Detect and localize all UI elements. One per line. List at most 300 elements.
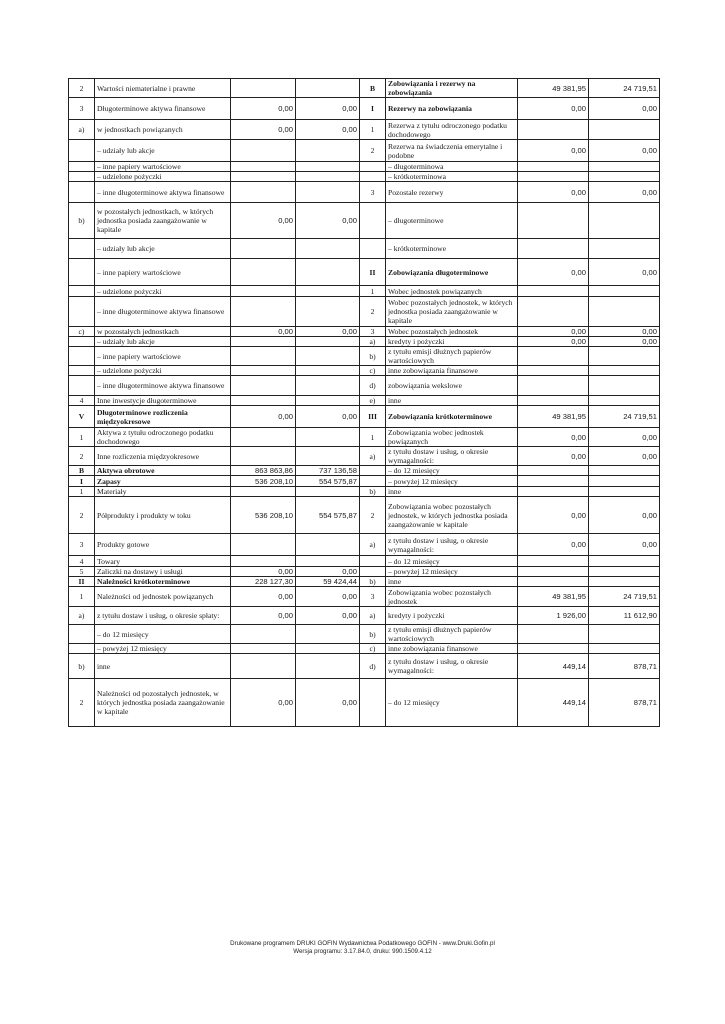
left-number: b) bbox=[69, 654, 95, 679]
right-value-previous bbox=[589, 120, 660, 140]
right-value-previous: 0,00 bbox=[589, 428, 660, 447]
right-value-current bbox=[518, 625, 589, 644]
table-row bbox=[69, 534, 660, 556]
left-label: Materiały bbox=[95, 487, 231, 497]
right-label: inne zobowiązania finansowe bbox=[386, 644, 518, 654]
right-value-previous bbox=[589, 366, 660, 376]
left-number bbox=[69, 162, 95, 172]
left-value-current bbox=[231, 347, 296, 366]
right-value-previous bbox=[589, 577, 660, 587]
right-label: zobowiązania wekslowe bbox=[386, 376, 518, 396]
left-value-previous bbox=[296, 487, 360, 497]
right-value-previous: 0,00 bbox=[589, 497, 660, 534]
right-number: a) bbox=[360, 534, 386, 556]
left-label: – udzielone pożyczki bbox=[95, 366, 231, 376]
right-value-current: 449,14 bbox=[518, 679, 589, 727]
right-value-previous: 24 719,51 bbox=[589, 406, 660, 428]
left-value-current: 0,00 bbox=[231, 567, 296, 577]
left-label: – powyżej 12 miesięcy bbox=[95, 644, 231, 654]
left-label: – inne długoterminowe aktywa finansowe bbox=[95, 376, 231, 396]
table-row bbox=[69, 567, 660, 577]
left-label: Wartości niematerialne i prawne bbox=[95, 79, 231, 98]
left-value-previous bbox=[296, 79, 360, 98]
left-value-current: 0,00 bbox=[231, 203, 296, 239]
right-value-previous bbox=[589, 162, 660, 172]
left-label: – inne papiery wartościowe bbox=[95, 259, 231, 286]
right-value-previous bbox=[589, 286, 660, 297]
footer-program-info: Drukowane programem DRUKI GOFIN Wydawnictwa Podatkowego GOFIN - www.Druki.Gofin.pl bbox=[230, 940, 495, 947]
left-number: 4 bbox=[69, 556, 95, 567]
left-value-current bbox=[231, 396, 296, 406]
left-value-previous bbox=[296, 162, 360, 172]
right-value-current: 0,00 bbox=[518, 447, 589, 466]
right-label: z tytułu emisji dłużnych papierów wartościowych bbox=[386, 347, 518, 366]
right-number bbox=[360, 172, 386, 182]
left-label: Długoterminowe aktywa finansowe bbox=[95, 98, 231, 120]
left-value-current: 0,00 bbox=[231, 120, 296, 140]
right-value-previous: 0,00 bbox=[589, 337, 660, 347]
left-number: 3 bbox=[69, 98, 95, 120]
left-number bbox=[69, 297, 95, 327]
left-value-previous bbox=[296, 644, 360, 654]
right-value-previous: 24 719,51 bbox=[589, 587, 660, 607]
table-row bbox=[69, 396, 660, 406]
left-value-previous: 0,00 bbox=[296, 567, 360, 577]
left-value-current bbox=[231, 337, 296, 347]
right-value-previous: 0,00 bbox=[589, 182, 660, 203]
left-number: 2 bbox=[69, 679, 95, 727]
right-value-previous bbox=[589, 487, 660, 497]
left-value-current bbox=[231, 447, 296, 466]
table-row bbox=[69, 625, 660, 644]
left-label: Towary bbox=[95, 556, 231, 567]
table-row bbox=[69, 376, 660, 396]
left-value-current bbox=[231, 182, 296, 203]
left-value-current bbox=[231, 556, 296, 567]
right-value-current bbox=[518, 172, 589, 182]
left-label: Należności krótkoterminowe bbox=[95, 577, 231, 587]
right-value-current bbox=[518, 239, 589, 259]
left-label: Inne rozliczenia międzyokresowe bbox=[95, 447, 231, 466]
left-number bbox=[69, 376, 95, 396]
right-number: B bbox=[360, 79, 386, 98]
left-label: Zapasy bbox=[95, 476, 231, 487]
left-label: Długoterminowe rozliczenia międzyokresowe bbox=[95, 406, 231, 428]
right-value-previous bbox=[589, 466, 660, 476]
table-row bbox=[69, 140, 660, 162]
left-value-current bbox=[231, 534, 296, 556]
right-value-previous bbox=[589, 376, 660, 396]
right-label: – do 12 miesięcy bbox=[386, 466, 518, 476]
right-value-current bbox=[518, 487, 589, 497]
right-label: z tytułu dostaw i usług, o okresie wymagalności: bbox=[386, 654, 518, 679]
table-row bbox=[69, 679, 660, 727]
right-label: Wobec jednostek powiązanych bbox=[386, 286, 518, 297]
right-value-previous: 0,00 bbox=[589, 534, 660, 556]
left-label: – udzielone pożyczki bbox=[95, 286, 231, 297]
table-row bbox=[69, 286, 660, 297]
left-label: Aktywa obrotowe bbox=[95, 466, 231, 476]
right-value-previous bbox=[589, 172, 660, 182]
right-value-previous bbox=[589, 203, 660, 239]
right-number: 3 bbox=[360, 182, 386, 203]
right-label: Zobowiązania i rezerwy na zobowiązania bbox=[386, 79, 518, 98]
right-number: b) bbox=[360, 577, 386, 587]
left-value-current bbox=[231, 239, 296, 259]
right-value-previous: 0,00 bbox=[589, 327, 660, 337]
right-value-previous: 11 612,90 bbox=[589, 607, 660, 625]
right-value-current bbox=[518, 396, 589, 406]
right-value-current bbox=[518, 203, 589, 239]
left-value-previous bbox=[296, 396, 360, 406]
left-number: 1 bbox=[69, 428, 95, 447]
right-value-current: 0,00 bbox=[518, 259, 589, 286]
right-number: I bbox=[360, 98, 386, 120]
left-label: Produkty gotowe bbox=[95, 534, 231, 556]
balance-sheet-page bbox=[68, 78, 659, 727]
left-value-current bbox=[231, 162, 296, 172]
table-row bbox=[69, 654, 660, 679]
table-row bbox=[69, 259, 660, 286]
table-row bbox=[69, 577, 660, 587]
right-value-current: 0,00 bbox=[518, 327, 589, 337]
left-value-current: 536 208,10 bbox=[231, 476, 296, 487]
left-label: z tytułu dostaw i usług, o okresie spłaty: bbox=[95, 607, 231, 625]
left-number: 3 bbox=[69, 534, 95, 556]
right-number bbox=[360, 679, 386, 727]
left-value-current: 863 863,86 bbox=[231, 466, 296, 476]
left-number bbox=[69, 337, 95, 347]
right-value-current bbox=[518, 567, 589, 577]
left-value-previous: 554 575,87 bbox=[296, 476, 360, 487]
left-number: I bbox=[69, 476, 95, 487]
right-label: – powyżej 12 miesięcy bbox=[386, 567, 518, 577]
right-number: 1 bbox=[360, 428, 386, 447]
table-row bbox=[69, 98, 660, 120]
right-label: z tytułu emisji dłużnych papierów wartościowych bbox=[386, 625, 518, 644]
right-label: – powyżej 12 miesięcy bbox=[386, 476, 518, 487]
left-value-previous: 0,00 bbox=[296, 327, 360, 337]
left-value-current bbox=[231, 140, 296, 162]
left-number: 5 bbox=[69, 567, 95, 577]
right-label: z tytułu dostaw i usług, o okresie wymagalności: bbox=[386, 534, 518, 556]
right-value-previous bbox=[589, 396, 660, 406]
right-label: – krótkoterminowe bbox=[386, 239, 518, 259]
table-row bbox=[69, 79, 660, 98]
left-label: Zaliczki na dostawy i usługi bbox=[95, 567, 231, 577]
left-value-previous bbox=[296, 172, 360, 182]
right-value-current bbox=[518, 556, 589, 567]
right-value-previous: 0,00 bbox=[589, 259, 660, 286]
left-number: 2 bbox=[69, 447, 95, 466]
right-value-previous: 0,00 bbox=[589, 98, 660, 120]
right-label: Zobowiązania wobec pozostałych jednostek bbox=[386, 587, 518, 607]
right-value-previous bbox=[589, 644, 660, 654]
left-label: w jednostkach powiązanych bbox=[95, 120, 231, 140]
left-value-current bbox=[231, 644, 296, 654]
right-value-current bbox=[518, 347, 589, 366]
left-value-current bbox=[231, 654, 296, 679]
left-label: Aktywa z tytułu odroczonego podatku dochodowego bbox=[95, 428, 231, 447]
left-value-previous bbox=[296, 428, 360, 447]
right-number: a) bbox=[360, 337, 386, 347]
table-row bbox=[69, 487, 660, 497]
left-value-previous bbox=[296, 447, 360, 466]
right-number bbox=[360, 476, 386, 487]
right-number: c) bbox=[360, 644, 386, 654]
left-number: V bbox=[69, 406, 95, 428]
left-value-current bbox=[231, 625, 296, 644]
left-value-current bbox=[231, 297, 296, 327]
right-number bbox=[360, 567, 386, 577]
left-number bbox=[69, 625, 95, 644]
left-label: w pozostałych jednostkach, w których jednostka posiada zaangażowanie w kapitale bbox=[95, 203, 231, 239]
left-value-previous: 554 575,87 bbox=[296, 497, 360, 534]
table-row bbox=[69, 120, 660, 140]
right-value-previous bbox=[589, 476, 660, 487]
right-label: Rezerwy na zobowiązania bbox=[386, 98, 518, 120]
right-label: kredyty i pożyczki bbox=[386, 337, 518, 347]
right-number: III bbox=[360, 406, 386, 428]
left-label: – inne długoterminowe aktywa finansowe bbox=[95, 297, 231, 327]
left-value-previous bbox=[296, 140, 360, 162]
table-row bbox=[69, 172, 660, 182]
table-row bbox=[69, 644, 660, 654]
right-number: 2 bbox=[360, 497, 386, 534]
left-number: 1 bbox=[69, 487, 95, 497]
left-value-current bbox=[231, 487, 296, 497]
table-row bbox=[69, 497, 660, 534]
left-label: – inne papiery wartościowe bbox=[95, 162, 231, 172]
right-label: inne zobowiązania finansowe bbox=[386, 366, 518, 376]
table-row bbox=[69, 327, 660, 337]
balance-sheet-table bbox=[68, 78, 660, 727]
right-label: Rezerwa z tytułu odroczonego podatku dochodowego bbox=[386, 120, 518, 140]
right-label: Zobowiązania wobec pozostałych jednostek, w których jednostka posiada zaangażowanie w kapitale bbox=[386, 497, 518, 534]
right-value-current bbox=[518, 466, 589, 476]
left-value-current bbox=[231, 259, 296, 286]
left-value-previous: 0,00 bbox=[296, 120, 360, 140]
left-label: inne bbox=[95, 654, 231, 679]
left-value-previous bbox=[296, 534, 360, 556]
left-number bbox=[69, 259, 95, 286]
left-number: 2 bbox=[69, 497, 95, 534]
right-number: e) bbox=[360, 396, 386, 406]
right-label: – do 12 miesięcy bbox=[386, 556, 518, 567]
right-label: Pozostałe rezerwy bbox=[386, 182, 518, 203]
right-value-previous bbox=[589, 556, 660, 567]
right-value-previous bbox=[589, 567, 660, 577]
right-label: inne bbox=[386, 577, 518, 587]
table-row bbox=[69, 556, 660, 567]
right-number: d) bbox=[360, 654, 386, 679]
right-value-current: 1 926,00 bbox=[518, 607, 589, 625]
table-row bbox=[69, 587, 660, 607]
right-value-current bbox=[518, 162, 589, 172]
right-label: z tytułu dostaw i usług, o okresie wymagalności: bbox=[386, 447, 518, 466]
table-row bbox=[69, 366, 660, 376]
right-label: Zobowiązania długoterminowe bbox=[386, 259, 518, 286]
right-number: b) bbox=[360, 625, 386, 644]
left-value-current: 228 127,30 bbox=[231, 577, 296, 587]
right-label: inne bbox=[386, 396, 518, 406]
right-number: a) bbox=[360, 447, 386, 466]
table-row bbox=[69, 447, 660, 466]
left-number bbox=[69, 347, 95, 366]
left-value-previous bbox=[296, 556, 360, 567]
right-label: kredyty i pożyczki bbox=[386, 607, 518, 625]
left-value-previous bbox=[296, 297, 360, 327]
right-label: Zobowiązania krótkoterminowe bbox=[386, 406, 518, 428]
left-value-current bbox=[231, 172, 296, 182]
left-value-previous bbox=[296, 259, 360, 286]
right-value-previous: 878,71 bbox=[589, 654, 660, 679]
right-number: c) bbox=[360, 366, 386, 376]
table-row bbox=[69, 203, 660, 239]
table-row bbox=[69, 182, 660, 203]
left-value-current bbox=[231, 376, 296, 396]
right-value-current bbox=[518, 476, 589, 487]
right-value-previous: 24 719,51 bbox=[589, 79, 660, 98]
left-number: a) bbox=[69, 607, 95, 625]
right-value-previous bbox=[589, 297, 660, 327]
right-value-current: 0,00 bbox=[518, 497, 589, 534]
left-number: b) bbox=[69, 203, 95, 239]
right-number bbox=[360, 556, 386, 567]
right-value-current bbox=[518, 644, 589, 654]
right-label: Wobec pozostałych jednostek, w których jednostka posiada zaangażowanie w kapitale bbox=[386, 297, 518, 327]
left-value-previous: 0,00 bbox=[296, 587, 360, 607]
table-row bbox=[69, 239, 660, 259]
right-value-current: 0,00 bbox=[518, 534, 589, 556]
right-value-previous: 878,71 bbox=[589, 679, 660, 727]
left-number bbox=[69, 182, 95, 203]
right-label: Wobec pozostałych jednostek bbox=[386, 327, 518, 337]
table-row bbox=[69, 162, 660, 172]
right-label: Rezerwa na świadczenia emerytalne i podobne bbox=[386, 140, 518, 162]
table-row bbox=[69, 297, 660, 327]
left-number: II bbox=[69, 577, 95, 587]
right-number: a) bbox=[360, 607, 386, 625]
right-number bbox=[360, 466, 386, 476]
left-number: 1 bbox=[69, 587, 95, 607]
table-row bbox=[69, 466, 660, 476]
left-value-previous bbox=[296, 654, 360, 679]
right-value-current: 0,00 bbox=[518, 428, 589, 447]
right-value-current: 49 381,95 bbox=[518, 406, 589, 428]
table-row bbox=[69, 406, 660, 428]
left-value-previous: 0,00 bbox=[296, 98, 360, 120]
right-number bbox=[360, 239, 386, 259]
left-label: – inne długoterminowe aktywa finansowe bbox=[95, 182, 231, 203]
right-value-current: 0,00 bbox=[518, 98, 589, 120]
right-label: – długoterminowe bbox=[386, 203, 518, 239]
left-label: – udziały lub akcje bbox=[95, 239, 231, 259]
right-value-current: 0,00 bbox=[518, 140, 589, 162]
left-value-current: 0,00 bbox=[231, 679, 296, 727]
table-row bbox=[69, 607, 660, 625]
left-value-previous: 0,00 bbox=[296, 679, 360, 727]
left-value-current: 0,00 bbox=[231, 406, 296, 428]
left-value-previous bbox=[296, 347, 360, 366]
left-number: c) bbox=[69, 327, 95, 337]
right-number bbox=[360, 162, 386, 172]
left-label: Należności od jednostek powiązanych bbox=[95, 587, 231, 607]
left-number bbox=[69, 140, 95, 162]
left-label: – udzielone pożyczki bbox=[95, 172, 231, 182]
left-label: Inne inwestycje długoterminowe bbox=[95, 396, 231, 406]
left-value-previous bbox=[296, 376, 360, 396]
left-value-current bbox=[231, 286, 296, 297]
left-number: a) bbox=[69, 120, 95, 140]
right-label: – do 12 miesięcy bbox=[386, 679, 518, 727]
left-value-previous bbox=[296, 337, 360, 347]
left-label: – do 12 miesięcy bbox=[95, 625, 231, 644]
left-value-previous: 59 424,44 bbox=[296, 577, 360, 587]
right-number: b) bbox=[360, 347, 386, 366]
left-value-current: 0,00 bbox=[231, 607, 296, 625]
left-value-current: 0,00 bbox=[231, 587, 296, 607]
left-value-previous bbox=[296, 286, 360, 297]
left-number bbox=[69, 172, 95, 182]
right-number: 2 bbox=[360, 140, 386, 162]
table-row bbox=[69, 347, 660, 366]
left-label: w pozostałych jednostkach bbox=[95, 327, 231, 337]
table-row bbox=[69, 337, 660, 347]
right-number: b) bbox=[360, 487, 386, 497]
left-value-previous bbox=[296, 366, 360, 376]
left-number: 4 bbox=[69, 396, 95, 406]
left-label: Należności od pozostałych jednostek, w których jednostka posiada zaangażowanie w kapitale bbox=[95, 679, 231, 727]
right-value-current: 49 381,95 bbox=[518, 587, 589, 607]
left-value-previous: 0,00 bbox=[296, 607, 360, 625]
left-value-previous bbox=[296, 239, 360, 259]
left-number bbox=[69, 366, 95, 376]
left-value-previous bbox=[296, 182, 360, 203]
right-number: 1 bbox=[360, 120, 386, 140]
footer-version-info: Wersja programu: 3.17.84.0, druku: 990.1509.4.12 bbox=[293, 948, 432, 955]
left-value-previous: 737 136,58 bbox=[296, 466, 360, 476]
right-number: d) bbox=[360, 376, 386, 396]
right-value-current bbox=[518, 577, 589, 587]
right-number: 3 bbox=[360, 327, 386, 337]
left-value-current: 536 208,10 bbox=[231, 497, 296, 534]
left-value-current bbox=[231, 428, 296, 447]
left-value-previous bbox=[296, 625, 360, 644]
right-number: 3 bbox=[360, 587, 386, 607]
left-number bbox=[69, 239, 95, 259]
left-number: 2 bbox=[69, 79, 95, 98]
table-row bbox=[69, 428, 660, 447]
right-value-previous: 0,00 bbox=[589, 140, 660, 162]
left-number: B bbox=[69, 466, 95, 476]
left-value-current: 0,00 bbox=[231, 327, 296, 337]
left-value-current bbox=[231, 79, 296, 98]
left-value-previous: 0,00 bbox=[296, 203, 360, 239]
right-value-previous bbox=[589, 625, 660, 644]
left-label: – udziały lub akcje bbox=[95, 337, 231, 347]
left-label: – udziały lub akcje bbox=[95, 140, 231, 162]
left-number bbox=[69, 286, 95, 297]
right-number: 1 bbox=[360, 286, 386, 297]
right-value-previous: 0,00 bbox=[589, 447, 660, 466]
left-value-current bbox=[231, 366, 296, 376]
right-value-previous bbox=[589, 347, 660, 366]
right-value-current bbox=[518, 297, 589, 327]
right-label: – krótkoterminowa bbox=[386, 172, 518, 182]
right-value-current: 449,14 bbox=[518, 654, 589, 679]
right-label: – długoterminowa bbox=[386, 162, 518, 172]
